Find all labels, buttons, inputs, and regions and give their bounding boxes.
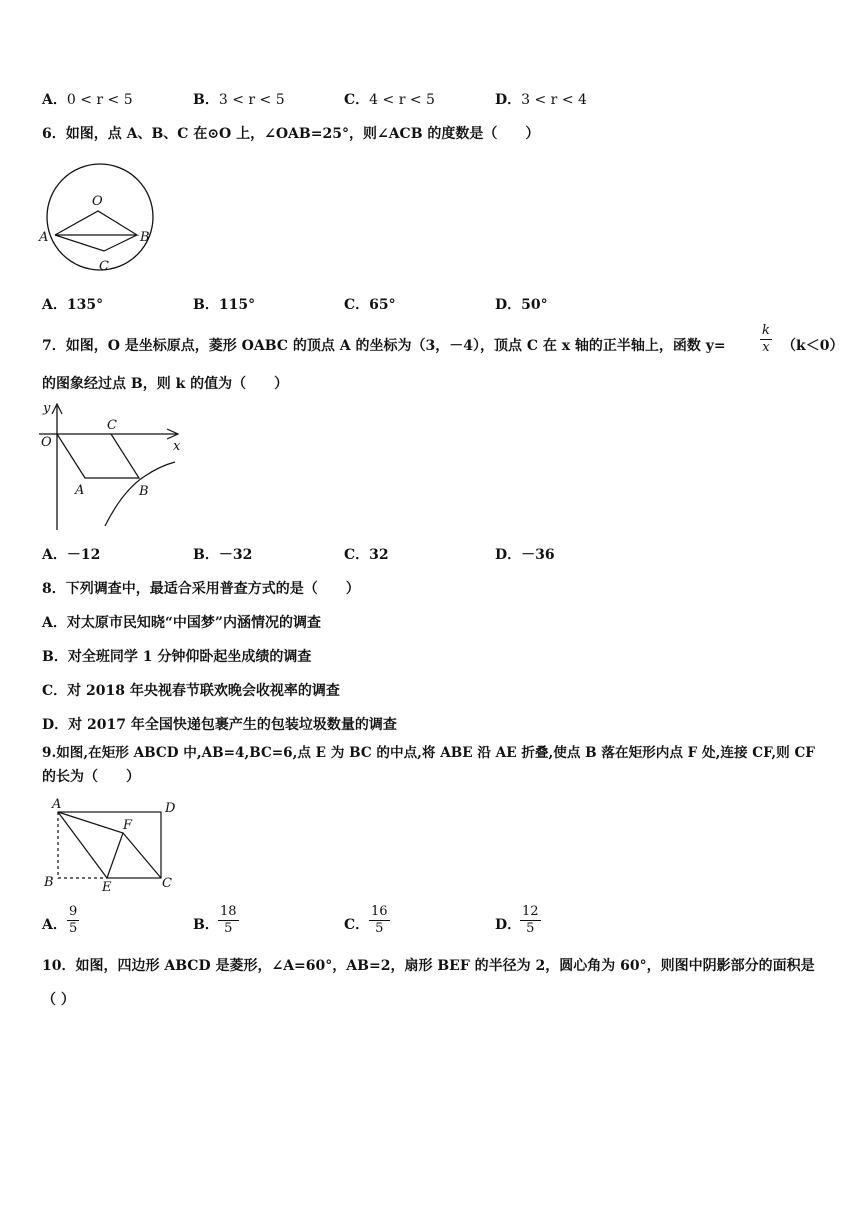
- q8-stem: 8．下列调查中，最适合采用普查方式的是（ ）: [42, 581, 360, 597]
- q7-stem-part2: （k＜0）: [782, 338, 844, 354]
- q6-option-c: C．65°: [344, 297, 396, 313]
- q9-stem-line2: 的长为（ ）: [42, 769, 140, 785]
- q5-option-d: D．3 < r < 4: [495, 92, 587, 108]
- q9-label-d: D: [165, 801, 176, 816]
- q5-option-b: B．3 < r < 5: [193, 92, 285, 108]
- q6-label-o: O: [92, 194, 103, 209]
- q9-option-a-fraction: 9 5: [69, 904, 78, 937]
- q6-circle-figure: [30, 155, 160, 280]
- q9-option-a-letter: A．: [42, 917, 67, 933]
- q10-stem-line2: （ ）: [42, 992, 75, 1008]
- q8-option-c: C．对 2018 年央视春节联欢晚会收视率的调查: [42, 683, 340, 699]
- q8-option-a: A．对太原市民知晓“中国梦”内涵情况的调查: [42, 615, 321, 631]
- q9-stem-line1: 9.如图,在矩形 ABCD 中,AB=4,BC=6,点 E 为 BC 的中点,将 ABE 沿 AE 折叠,使点 B 落在矩形内点 F 处,连接 CF,则 CF: [42, 745, 815, 761]
- q5-option-c: C．4 < r < 5: [344, 92, 435, 108]
- q9-label-e: E: [102, 880, 112, 895]
- q7-label-y: y: [43, 401, 51, 416]
- q7-label-x: x: [173, 439, 181, 454]
- q7-label-c: C: [107, 418, 117, 433]
- q9-option-c-fraction: 16 5: [371, 904, 388, 937]
- q7-option-d: D．－36: [495, 547, 555, 563]
- q9-label-c: C: [162, 876, 172, 891]
- q7-label-b: B: [139, 484, 149, 499]
- q9-option-d-fraction: 12 5: [522, 904, 539, 937]
- q9-option-b-fraction: 18 5: [220, 904, 237, 937]
- q6-option-b: B．115°: [193, 297, 256, 313]
- q7-frac-num: k: [762, 323, 770, 338]
- q9-label-b: B: [44, 875, 54, 890]
- q6-stem: 6．如图，点 A、B、C 在⊙O 上，∠OAB=25°，则∠ACB 的度数是（ ）: [42, 126, 540, 142]
- q9-label-a: A: [52, 797, 62, 812]
- q9-rectangle-figure: [35, 795, 185, 895]
- q6-label-c: C: [99, 259, 109, 274]
- q9-option-c-letter: C．: [344, 917, 370, 933]
- q7-label-a: A: [75, 483, 85, 498]
- q9-option-b-letter: B．: [193, 917, 219, 933]
- q7-option-a: A．－12: [42, 547, 101, 563]
- q7-frac-den: x: [762, 340, 770, 356]
- q5-option-a: A．0 < r < 5: [42, 92, 133, 108]
- q6-option-a: A．135°: [42, 297, 104, 313]
- q8-option-d: D．对 2017 年全国快递包裹产生的包装垃圾数量的调查: [42, 717, 397, 733]
- q9-label-f: F: [123, 818, 133, 833]
- q7-option-c: C．32: [344, 547, 389, 563]
- q10-stem-line1: 10．如图，四边形 ABCD 是菱形，∠A=60°，AB=2，扇形 BEF 的半径为 2，圆心角为 60°，则图中阴影部分的面积是: [42, 958, 815, 974]
- q7-stem-part1: 7．如图，O 是坐标原点，菱形 OABC 的顶点 A 的坐标为（3，－4），顶点 C 在 x 轴的正半轴上，函数 y=: [42, 338, 726, 354]
- q8-option-b: B．对全班同学 1 分钟仰卧起坐成绩的调查: [42, 649, 312, 665]
- q7-option-b: B．－32: [193, 547, 253, 563]
- q7-coordinate-figure: [35, 398, 195, 533]
- q6-label-a: A: [39, 230, 49, 245]
- q9-option-d-letter: D．: [495, 917, 522, 933]
- q6-option-d: D．50°: [495, 297, 548, 313]
- q7-stem-line2: 的图象经过点 B，则 k 的值为（ ）: [42, 376, 289, 392]
- q6-label-b: B: [140, 230, 150, 245]
- q7-fraction: [760, 324, 772, 356]
- q7-label-o: O: [41, 435, 52, 450]
